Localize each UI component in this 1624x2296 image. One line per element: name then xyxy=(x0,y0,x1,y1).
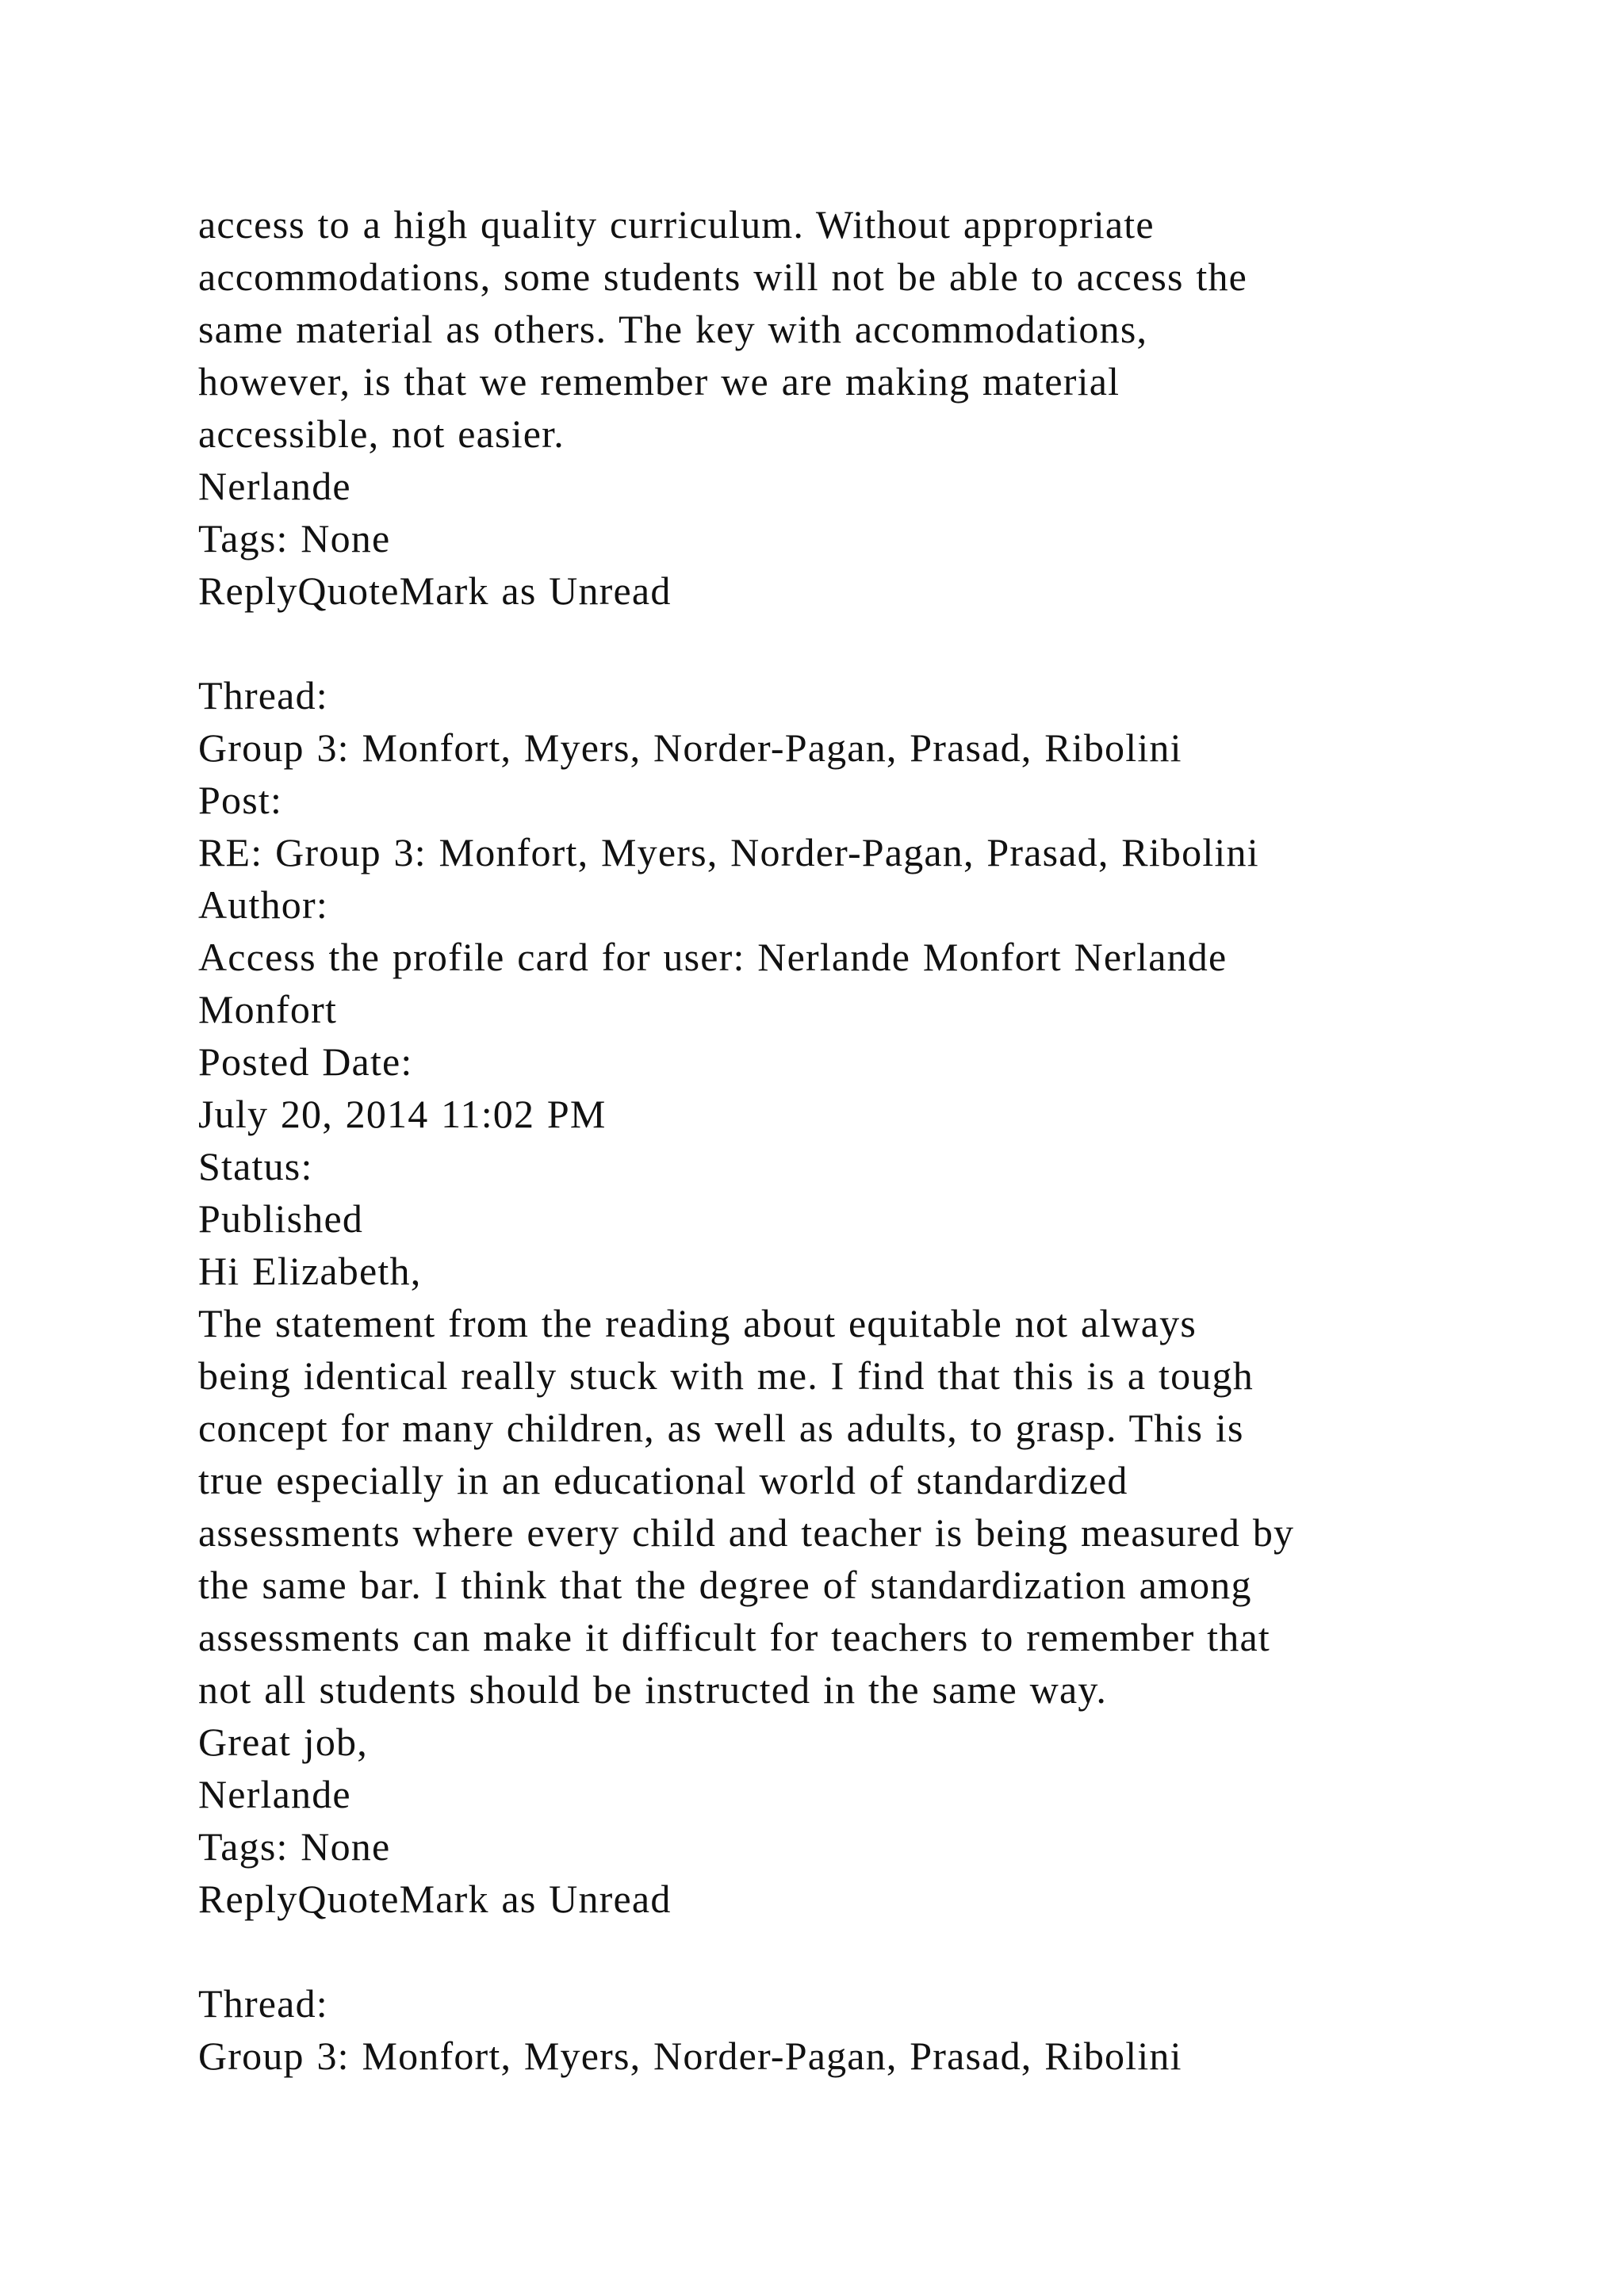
posted-date-label: Posted Date: xyxy=(198,1039,413,1084)
thread-label: Thread: xyxy=(198,1981,328,2026)
post-label: Post: xyxy=(198,778,283,822)
author-profile-link[interactable]: Access the profile card for user: Nerlande Monfort Nerlande xyxy=(198,935,1228,979)
forum-post xyxy=(198,669,1499,1925)
post-signature: Nerlande xyxy=(198,464,351,508)
body-line: however, is that we remember we are making material xyxy=(198,359,1120,404)
spacer xyxy=(198,617,1499,669)
status-label: Status: xyxy=(198,1144,313,1188)
posted-date: July 20, 2014 11:02 PM xyxy=(198,1092,607,1136)
body-line: concept for many children, as well as adults, to grasp. This is xyxy=(198,1406,1244,1450)
author-name-continued: Monfort xyxy=(198,987,338,1031)
body-line: accommodations, some students will not be able to access the xyxy=(198,254,1248,299)
author-label: Author: xyxy=(198,882,328,927)
forum-post xyxy=(198,1977,1499,2082)
thread-title: Group 3: Monfort, Myers, Norder-Pagan, Prasad, Ribolini xyxy=(198,2034,1182,2078)
post-title: RE: Group 3: Monfort, Myers, Norder-Pagan, Prasad, Ribolini xyxy=(198,830,1259,874)
body-line: true especially in an educational world of standardized xyxy=(198,1458,1128,1502)
body-line: being identical really stuck with me. I find that this is a tough xyxy=(198,1353,1254,1398)
body-line: assessments can make it difficult for teachers to remember that xyxy=(198,1615,1270,1659)
body-line: assessments where every child and teacher is being measured by xyxy=(198,1510,1295,1555)
thread-label: Thread: xyxy=(198,673,328,718)
post-tags: Tags: None xyxy=(198,516,391,561)
body-line: access to a high quality curriculum. Without appropriate xyxy=(198,202,1155,247)
thread-title: Group 3: Monfort, Myers, Norder-Pagan, Prasad, Ribolini xyxy=(198,725,1182,770)
post-tags: Tags: None xyxy=(198,1824,391,1869)
post-closing: Great job, xyxy=(198,1720,368,1764)
post-actions[interactable]: ReplyQuoteMark as Unread xyxy=(198,568,672,613)
post-actions[interactable]: ReplyQuoteMark as Unread xyxy=(198,1877,672,1921)
body-line: the same bar. I think that the degree of standardization among xyxy=(198,1563,1252,1607)
body-line: not all students should be instructed in the same way. xyxy=(198,1667,1108,1712)
post-signature: Nerlande xyxy=(198,1772,351,1816)
post-greeting: Hi Elizabeth, xyxy=(198,1249,422,1293)
body-line: accessible, not easier. xyxy=(198,411,565,456)
document-page xyxy=(198,198,1499,2082)
status-value: Published xyxy=(198,1196,364,1241)
body-line: The statement from the reading about equitable not always xyxy=(198,1301,1197,1345)
body-line: same material as others. The key with accommodations, xyxy=(198,307,1148,351)
spacer xyxy=(198,1925,1499,1977)
previous-post-continuation xyxy=(198,198,1499,617)
